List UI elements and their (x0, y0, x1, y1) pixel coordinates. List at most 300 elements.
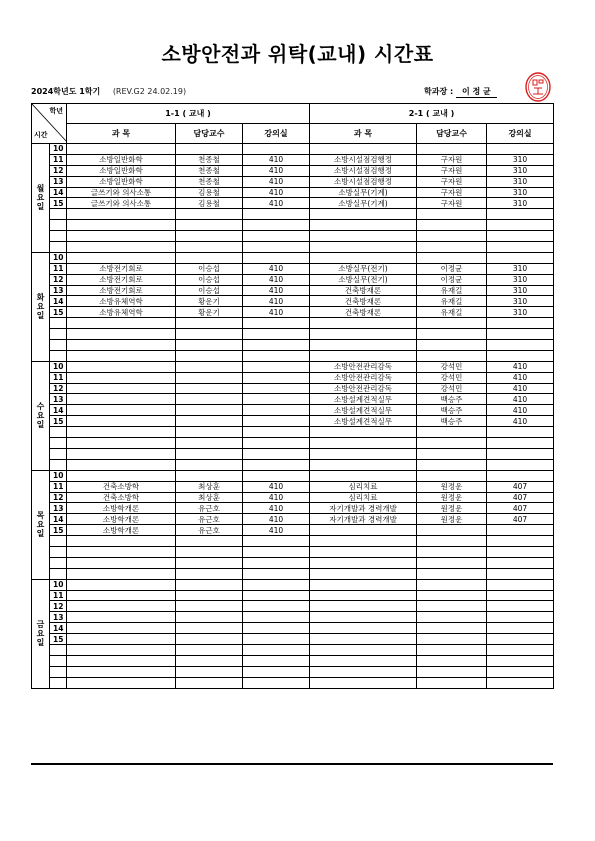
professor-cell (417, 144, 487, 155)
professor-cell (176, 144, 243, 155)
subject-cell: 소방안전관리감독 (310, 383, 417, 394)
period-cell (50, 644, 67, 655)
subject-cell (67, 361, 176, 372)
room-cell (243, 220, 310, 231)
room-cell (487, 470, 554, 481)
period-cell: 12 (50, 165, 67, 176)
table-row (32, 503, 554, 514)
table-row (32, 187, 554, 198)
table-row (32, 220, 554, 231)
room-cell (243, 634, 310, 645)
professor-cell (417, 655, 487, 666)
professor-cell (176, 568, 243, 579)
room-cell: 310 (487, 263, 554, 274)
table-row (32, 536, 554, 547)
table-row (32, 612, 554, 623)
room-cell: 410 (487, 372, 554, 383)
professor-cell (176, 666, 243, 677)
professor-cell: 최상훈 (176, 492, 243, 503)
professor-cell (176, 340, 243, 351)
corner-cell (32, 104, 67, 144)
professor-cell: 강석민 (417, 383, 487, 394)
table-row (32, 427, 554, 438)
room-cell (243, 416, 310, 427)
bottom-rule (31, 763, 553, 765)
room-cell: 410 (243, 176, 310, 187)
day-label: 목 요 일 (32, 470, 50, 579)
period-cell: 10 (50, 144, 67, 155)
room-cell: 410 (487, 383, 554, 394)
professor-cell (176, 470, 243, 481)
room-cell (243, 405, 310, 416)
professor-cell: 구자원 (417, 176, 487, 187)
table-row (32, 459, 554, 470)
subject-cell: 건축방재론 (310, 296, 417, 307)
professor-cell (417, 427, 487, 438)
table-row (32, 296, 554, 307)
professor-cell (417, 459, 487, 470)
day-label: 화 요 일 (32, 252, 50, 361)
subject-cell: 소방전기회로 (67, 263, 176, 274)
room-cell: 310 (487, 274, 554, 285)
period-cell (50, 231, 67, 242)
table-row (32, 416, 554, 427)
subject-cell (67, 634, 176, 645)
room-cell (243, 448, 310, 459)
professor-cell (417, 448, 487, 459)
period-cell: 15 (50, 307, 67, 318)
professor-cell (176, 416, 243, 427)
subject-cell (310, 644, 417, 655)
subject-cell (67, 623, 176, 634)
table-row (32, 350, 554, 361)
revision: (REV.G2 24.02.19) (112, 87, 187, 96)
professor-cell: 황운기 (176, 296, 243, 307)
professor-cell: 유근호 (176, 503, 243, 514)
professor-cell (176, 536, 243, 547)
professor-cell (176, 231, 243, 242)
room-cell (487, 546, 554, 557)
subject-cell (67, 438, 176, 449)
room-cell: 310 (487, 307, 554, 318)
period-cell: 15 (50, 416, 67, 427)
timetable-body (32, 104, 554, 689)
subject-cell (310, 568, 417, 579)
room-cell: 410 (243, 187, 310, 198)
professor-cell (417, 568, 487, 579)
table-row (32, 546, 554, 557)
table-row (32, 634, 554, 645)
table-row (32, 405, 554, 416)
professor-cell: 이승섭 (176, 285, 243, 296)
period-cell: 10 (50, 579, 67, 590)
room-cell (487, 579, 554, 590)
table-row (32, 525, 554, 536)
professor-cell: 원정운 (417, 514, 487, 525)
table-row (32, 361, 554, 372)
room-cell: 310 (487, 154, 554, 165)
seal-stamp-icon (525, 72, 551, 102)
room-cell (487, 612, 554, 623)
subject-cell: 소방실무(기계) (310, 198, 417, 209)
period-cell: 15 (50, 198, 67, 209)
table-row (32, 448, 554, 459)
professor-cell (417, 623, 487, 634)
room-cell (243, 329, 310, 340)
subject-cell (310, 459, 417, 470)
professor-cell: 김용철 (176, 198, 243, 209)
room-cell: 410 (243, 481, 310, 492)
subject-cell: 소방실무(기계) (310, 187, 417, 198)
room-header-2: 강의실 (487, 124, 554, 144)
subject-cell (67, 644, 176, 655)
subject-cell (67, 557, 176, 568)
table-row (32, 470, 554, 481)
room-cell (243, 579, 310, 590)
subject-cell (67, 209, 176, 220)
professor-cell (417, 231, 487, 242)
period-cell: 12 (50, 601, 67, 612)
subject-cell: 소방시설점검행정 (310, 176, 417, 187)
professor-cell (176, 623, 243, 634)
professor-cell (176, 242, 243, 253)
professor-cell (176, 601, 243, 612)
professor-cell (176, 546, 243, 557)
professor-cell (417, 557, 487, 568)
day-label: 월 요 일 (32, 144, 50, 253)
table-row (32, 307, 554, 318)
room-cell: 410 (243, 503, 310, 514)
professor-cell: 유근호 (176, 525, 243, 536)
subject-cell: 소방안전관리감독 (310, 361, 417, 372)
subject-cell: 심리치료 (310, 492, 417, 503)
subject-cell (67, 459, 176, 470)
professor-cell (176, 448, 243, 459)
table-row (32, 198, 554, 209)
professor-cell (176, 579, 243, 590)
professor-cell (176, 383, 243, 394)
room-cell (487, 623, 554, 634)
period-cell: 10 (50, 361, 67, 372)
table-row (32, 372, 554, 383)
professor-cell (176, 459, 243, 470)
professor-cell: 유근호 (176, 514, 243, 525)
room-cell (487, 601, 554, 612)
page-title: 소방안전과 위탁(교내) 시간표 (161, 42, 434, 66)
subject-cell (310, 209, 417, 220)
room-cell: 410 (243, 154, 310, 165)
professor-cell (176, 590, 243, 601)
subject-cell (67, 546, 176, 557)
professor-cell (417, 470, 487, 481)
professor-cell (176, 394, 243, 405)
professor-cell: 강석민 (417, 361, 487, 372)
room-cell (243, 242, 310, 253)
room-cell: 410 (243, 525, 310, 536)
subject-cell: 소방실무(전기) (310, 274, 417, 285)
professor-cell: 원정운 (417, 492, 487, 503)
subject-cell (67, 329, 176, 340)
professor-cell (417, 612, 487, 623)
subject-cell: 소방학개론 (67, 503, 176, 514)
professor-cell (417, 329, 487, 340)
subject-cell: 소방전기회로 (67, 274, 176, 285)
professor-cell (176, 405, 243, 416)
subject-cell (310, 252, 417, 263)
subject-cell: 소방일반화학 (67, 165, 176, 176)
professor-header-1: 담당교수 (176, 124, 243, 144)
room-cell: 410 (243, 263, 310, 274)
header-row-grade (32, 104, 554, 124)
table-row (32, 318, 554, 329)
room-cell (487, 209, 554, 220)
period-cell (50, 557, 67, 568)
period-cell (50, 568, 67, 579)
room-cell: 407 (487, 481, 554, 492)
room-cell: 310 (487, 187, 554, 198)
table-row (32, 492, 554, 503)
period-cell: 13 (50, 394, 67, 405)
room-cell (243, 209, 310, 220)
room-cell (243, 655, 310, 666)
table-row (32, 340, 554, 351)
subject-cell (67, 383, 176, 394)
professor-cell (417, 209, 487, 220)
professor-cell: 김용철 (176, 187, 243, 198)
professor-cell (417, 601, 487, 612)
subject-cell: 자기개발과 경력개발 (310, 514, 417, 525)
room-cell: 410 (243, 492, 310, 503)
professor-cell (176, 644, 243, 655)
room-cell: 410 (243, 514, 310, 525)
subject-cell (67, 405, 176, 416)
professor-cell (176, 209, 243, 220)
room-cell: 410 (243, 296, 310, 307)
subject-cell: 글쓰기와 의사소통 (67, 187, 176, 198)
professor-cell (176, 557, 243, 568)
subject-header-2: 과 목 (310, 124, 417, 144)
professor-cell (176, 252, 243, 263)
room-cell (487, 438, 554, 449)
period-cell: 14 (50, 623, 67, 634)
period-cell (50, 438, 67, 449)
room-cell (243, 459, 310, 470)
professor-cell (176, 329, 243, 340)
subject-cell (310, 144, 417, 155)
period-cell: 15 (50, 634, 67, 645)
department-head (424, 86, 497, 98)
room-cell (487, 459, 554, 470)
period-cell: 11 (50, 481, 67, 492)
room-cell (487, 252, 554, 263)
room-cell (243, 427, 310, 438)
professor-cell (176, 427, 243, 438)
period-cell: 14 (50, 405, 67, 416)
table-row (32, 481, 554, 492)
room-cell: 310 (487, 285, 554, 296)
day-label: 수 요 일 (32, 361, 50, 470)
period-cell: 10 (50, 470, 67, 481)
room-cell: 407 (487, 514, 554, 525)
room-cell (243, 394, 310, 405)
room-cell (487, 525, 554, 536)
room-cell (243, 623, 310, 634)
period-cell (50, 242, 67, 253)
subject-cell (67, 601, 176, 612)
header-row-columns (32, 124, 554, 144)
subject-cell (310, 438, 417, 449)
room-cell: 410 (243, 165, 310, 176)
room-cell: 310 (487, 296, 554, 307)
table-row (32, 590, 554, 601)
table-row (32, 242, 554, 253)
professor-cell (417, 536, 487, 547)
subject-cell (67, 231, 176, 242)
room-cell (243, 666, 310, 677)
subject-cell (67, 448, 176, 459)
subject-cell (310, 546, 417, 557)
room-cell (243, 644, 310, 655)
table-row (32, 579, 554, 590)
professor-cell: 황운기 (176, 307, 243, 318)
professor-cell: 백승주 (417, 416, 487, 427)
period-cell: 14 (50, 514, 67, 525)
room-cell (243, 590, 310, 601)
professor-cell: 백승주 (417, 394, 487, 405)
period-cell (50, 536, 67, 547)
table-row (32, 655, 554, 666)
period-cell: 14 (50, 187, 67, 198)
subject-cell (67, 579, 176, 590)
subject-cell (310, 231, 417, 242)
table-row (32, 514, 554, 525)
period-cell (50, 220, 67, 231)
professor-cell (176, 634, 243, 645)
subject-cell: 건축소방학 (67, 492, 176, 503)
room-cell (487, 536, 554, 547)
subject-cell (67, 416, 176, 427)
period-cell: 10 (50, 252, 67, 263)
subject-cell (67, 590, 176, 601)
table-row (32, 274, 554, 285)
table-row (32, 568, 554, 579)
professor-cell (176, 677, 243, 688)
grade2-header: 2-1 ( 교내 ) (310, 104, 554, 124)
professor-cell (417, 579, 487, 590)
grade1-header: 1-1 ( 교내 ) (67, 104, 310, 124)
period-cell (50, 677, 67, 688)
professor-cell: 천종철 (176, 165, 243, 176)
year-term: 2024학년도 1학기 (31, 87, 101, 96)
professor-cell (176, 350, 243, 361)
professor-cell: 원정운 (417, 481, 487, 492)
professor-cell (417, 318, 487, 329)
subject-cell (310, 666, 417, 677)
professor-cell: 최상훈 (176, 481, 243, 492)
subject-cell: 건축소방학 (67, 481, 176, 492)
room-cell: 410 (243, 285, 310, 296)
room-cell (487, 634, 554, 645)
room-cell (243, 536, 310, 547)
room-cell (487, 340, 554, 351)
professor-cell (417, 677, 487, 688)
room-cell: 410 (243, 198, 310, 209)
professor-header-2: 담당교수 (417, 124, 487, 144)
table-row (32, 601, 554, 612)
room-cell: 310 (487, 176, 554, 187)
subject-cell (310, 350, 417, 361)
subject-header-1: 과 목 (67, 124, 176, 144)
period-cell (50, 427, 67, 438)
table-row (32, 154, 554, 165)
professor-cell (417, 546, 487, 557)
professor-cell (417, 525, 487, 536)
period-cell (50, 340, 67, 351)
room-cell: 410 (243, 274, 310, 285)
room-cell (243, 318, 310, 329)
subject-cell: 심리치료 (310, 481, 417, 492)
room-cell (243, 372, 310, 383)
professor-cell (417, 350, 487, 361)
subject-cell: 소방설계견적실무 (310, 405, 417, 416)
subject-cell: 소방시설점검행정 (310, 154, 417, 165)
room-cell (243, 557, 310, 568)
room-cell: 310 (487, 198, 554, 209)
subject-cell: 소방시설점검행정 (310, 165, 417, 176)
subject-cell (310, 318, 417, 329)
professor-cell: 이정균 (417, 274, 487, 285)
table-row (32, 329, 554, 340)
room-cell: 407 (487, 503, 554, 514)
room-cell (243, 612, 310, 623)
room-cell (487, 448, 554, 459)
period-cell: 13 (50, 176, 67, 187)
professor-cell (176, 612, 243, 623)
timetable (31, 103, 554, 689)
room-cell (243, 340, 310, 351)
professor-cell (417, 340, 487, 351)
professor-cell: 이승섭 (176, 263, 243, 274)
room-cell: 410 (487, 405, 554, 416)
day-label: 금 요 일 (32, 579, 50, 688)
period-cell (50, 448, 67, 459)
room-header-1: 강의실 (243, 124, 310, 144)
room-cell (243, 568, 310, 579)
subject-cell (67, 340, 176, 351)
subject-cell (310, 557, 417, 568)
period-cell (50, 546, 67, 557)
professor-cell (176, 438, 243, 449)
period-cell (50, 329, 67, 340)
subject-cell (67, 242, 176, 253)
room-cell (487, 568, 554, 579)
head-label: 학과장 : (424, 87, 454, 96)
subject-cell (310, 590, 417, 601)
subject-cell (310, 525, 417, 536)
room-cell (487, 350, 554, 361)
period-cell: 15 (50, 525, 67, 536)
professor-cell: 구자원 (417, 187, 487, 198)
room-cell (243, 601, 310, 612)
professor-cell: 원정운 (417, 503, 487, 514)
subject-cell (310, 677, 417, 688)
subject-cell (310, 623, 417, 634)
professor-cell (176, 361, 243, 372)
period-cell: 11 (50, 372, 67, 383)
subject-cell (67, 372, 176, 383)
subject-cell: 자기개발과 경력개발 (310, 503, 417, 514)
table-row (32, 176, 554, 187)
